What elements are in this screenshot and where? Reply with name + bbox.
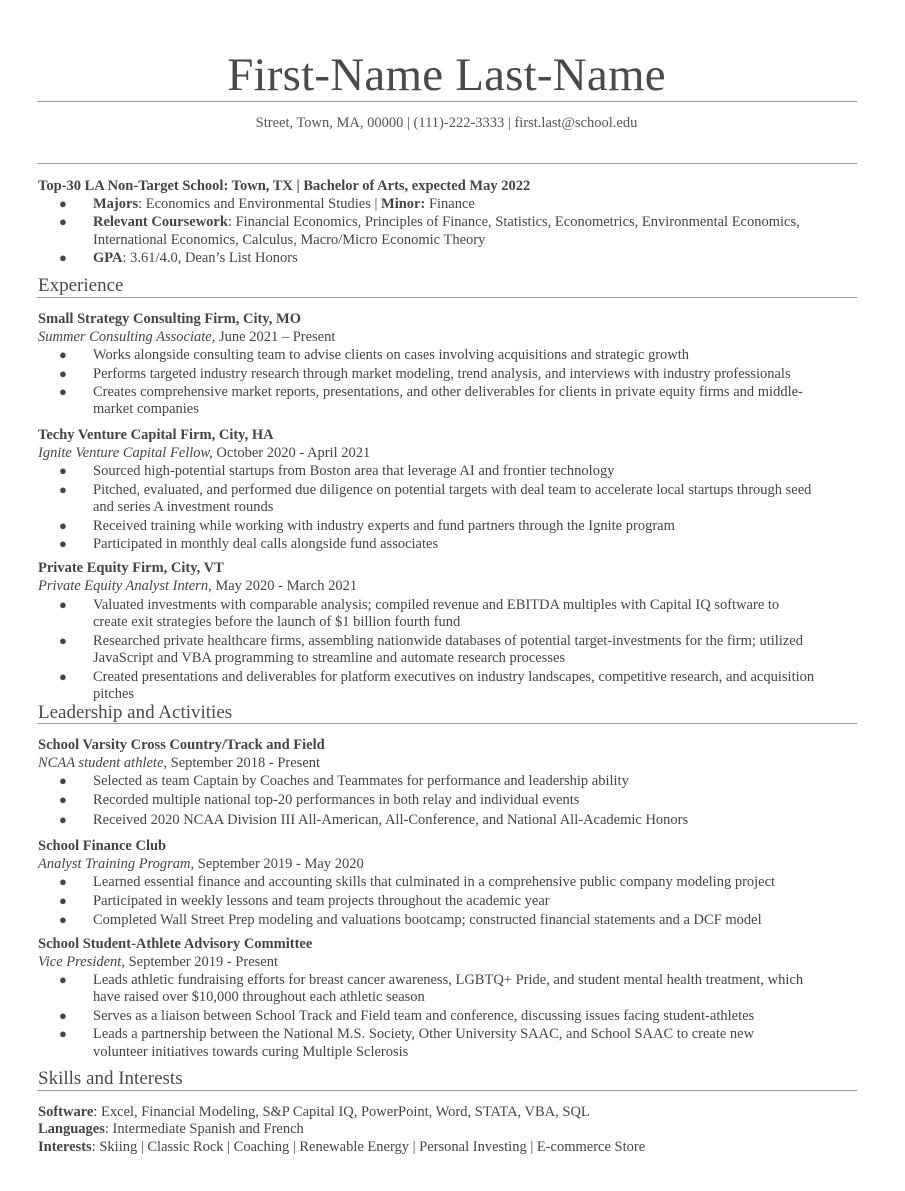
bullet-dot: ● (59, 536, 67, 551)
activity-bullet: Learned essential finance and accounting skills that culminated in a comprehensive public company modeling project (93, 874, 776, 890)
leadership-divider (37, 723, 857, 724)
job-bullet: Creates comprehensive market reports, presentations, and other deliverables for clients in private equity firms and middle- (93, 384, 803, 400)
activity-bullet: Leads a partnership between the National M.S. Society, Other University SAAC, and School SAAC to create new (93, 1026, 755, 1042)
job-org: Private Equity Firm, City, VT (38, 560, 224, 576)
bullet-dot: ● (59, 250, 67, 265)
activity-org: School Student-Athlete Advisory Committee (38, 936, 313, 952)
bullet-dot: ● (59, 463, 67, 478)
job-bullet: Created presentations and deliverables for platform executives on industry landscapes, competitive research, and acquisition (93, 669, 815, 685)
bullet-dot: ● (59, 874, 67, 889)
bullet-dot: ● (59, 893, 67, 908)
experience-divider (37, 297, 857, 298)
bullet-dot: ● (59, 812, 67, 827)
skills-interests: Interests: Skiing | Classic Rock | Coaching | Renewable Energy | Personal Investing | E-commerce Store (38, 1139, 646, 1155)
activity-bullet: Selected as team Captain by Coaches and Teammates for performance and leadership ability (93, 773, 629, 789)
bullet-dot: ● (59, 482, 67, 497)
job-bullet-cont: market companies (93, 401, 199, 417)
skills-software: Software: Excel, Financial Modeling, S&P Capital IQ, PowerPoint, Word, STATA, VBA, SQL (38, 1104, 590, 1120)
job-bullet: Pitched, evaluated, and performed due diligence on potential targets with deal team to accelerate local startups through seed (93, 482, 812, 498)
job-bullet-cont: create exit strategies before the launch of $1 billion fourth fund (93, 614, 461, 630)
candidate-name: First-Name Last-Name (227, 49, 666, 101)
education-majors: Majors: Economics and Environmental Studies | Minor: Finance (93, 196, 475, 212)
bullet-dot: ● (59, 597, 67, 612)
activity-bullet: Completed Wall Street Prep modeling and valuations bootcamp; constructed financial statements and a DCF model (93, 912, 762, 928)
activity-org: School Varsity Cross Country/Track and Field (38, 737, 325, 753)
bullet-dot: ● (59, 633, 67, 648)
job-role: Ignite Venture Capital Fellow, October 2020 - April 2021 (38, 445, 371, 461)
bullet-dot: ● (59, 773, 67, 788)
activity-bullet-cont: have raised over $10,000 throughout each athletic season (93, 989, 425, 1005)
bullet-dot: ● (59, 214, 67, 229)
bullet-dot: ● (59, 196, 67, 211)
bullet-dot: ● (59, 384, 67, 399)
job-bullet: Performs targeted industry research through market modeling, trend analysis, and interviews with industry professionals (93, 366, 791, 382)
section-leadership-title: Leadership and Activities (38, 702, 233, 723)
education-gpa: GPA: 3.61/4.0, Dean’s List Honors (93, 250, 298, 266)
education-school: Top-30 LA Non-Target School: Town, TX | Bachelor of Arts, expected May 2022 (38, 178, 531, 194)
job-bullet-cont: and series A investment rounds (93, 499, 274, 515)
job-bullet: Works alongside consulting team to advise clients on cases involving acquisitions and strategic growth (93, 347, 690, 363)
bullet-dot: ● (59, 347, 67, 362)
bullet-dot: ● (59, 518, 67, 533)
bullet-dot: ● (59, 669, 67, 684)
activity-org: School Finance Club (38, 838, 167, 854)
bullet-dot: ● (59, 912, 67, 927)
job-bullet: Received training while working with industry experts and fund partners through the Ignite program (93, 518, 675, 534)
job-role: Summer Consulting Associate, June 2021 – Present (38, 329, 336, 345)
job-org: Techy Venture Capital Firm, City, HA (38, 427, 274, 443)
activity-bullet: Leads athletic fundraising efforts for breast cancer awareness, LGBTQ+ Pride, and student mental health treatment, which (93, 972, 804, 988)
contact-divider (37, 163, 857, 164)
job-bullet-cont: pitches (93, 686, 135, 702)
job-bullet: Sourced high-potential startups from Boston area that leverage AI and frontier technology (93, 463, 615, 479)
job-bullet: Participated in monthly deal calls alongside fund associates (93, 536, 439, 552)
job-bullet: Researched private healthcare firms, assembling nationwide databases of potential target-investments for the firm; utilized (93, 633, 803, 649)
job-bullet-cont: JavaScript and VBA programming to streamline and automate research processes (93, 650, 566, 666)
bullet-dot: ● (59, 1008, 67, 1023)
education-coursework: Relevant Coursework: Financial Economics, Principles of Finance, Statistics, Econometrics, Environmental Economics, (93, 214, 800, 230)
bullet-dot: ● (59, 792, 67, 807)
activity-bullet: Received 2020 NCAA Division III All-American, All-Conference, and National All-Academic Honors (93, 812, 689, 828)
activity-role: NCAA student athlete, September 2018 - Present (38, 755, 321, 771)
activity-bullet: Recorded multiple national top-20 performances in both relay and individual events (93, 792, 580, 808)
section-experience-title: Experience (38, 275, 124, 296)
activity-role: Analyst Training Program, September 2019 - May 2020 (38, 856, 364, 872)
bullet-dot: ● (59, 366, 67, 381)
job-role: Private Equity Analyst Intern, May 2020 - March 2021 (38, 578, 358, 594)
header-divider (37, 101, 857, 102)
activity-bullet-cont: volunteer initiatives towards curing Multiple Sclerosis (93, 1044, 409, 1060)
job-org: Small Strategy Consulting Firm, City, MO (38, 311, 302, 327)
contact-info: Street, Town, MA, 00000 | (111)-222-3333 | first.last@school.edu (255, 115, 638, 131)
skills-languages: Languages: Intermediate Spanish and French (38, 1121, 304, 1137)
activity-bullet: Serves as a liaison between School Track and Field team and conference, discussing issues facing student-athletes (93, 1008, 755, 1024)
bullet-dot: ● (59, 1026, 67, 1041)
education-coursework-cont: International Economics, Calculus, Macro/Micro Economic Theory (93, 232, 486, 248)
section-skills-title: Skills and Interests (38, 1068, 183, 1089)
activity-bullet: Participated in weekly lessons and team projects throughout the academic year (93, 893, 550, 909)
activity-role: Vice President, September 2019 - Present (38, 954, 278, 970)
job-bullet: Valuated investments with comparable analysis; compiled revenue and EBITDA multiples with Capital IQ software to (93, 597, 780, 613)
skills-divider (37, 1090, 857, 1091)
bullet-dot: ● (59, 972, 67, 987)
